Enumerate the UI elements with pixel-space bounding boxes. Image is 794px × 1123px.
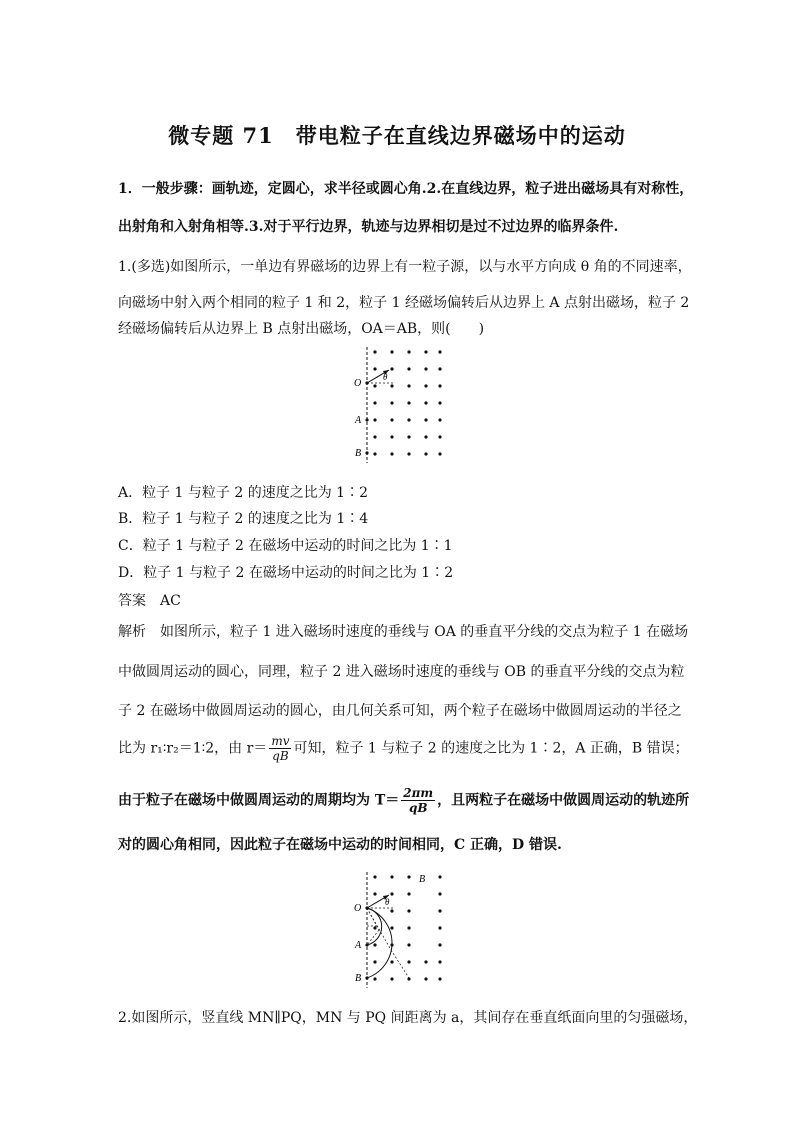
label-b: B [355,448,362,459]
question-1-line-3: 经磁场偏转后从边界上 B 点射出磁场，OA＝AB，则( ) [118,321,485,337]
option-c: C．粒子 1 与粒子 2 在磁场中运动的时间之比为 1∶1 [118,538,453,554]
label-b-top: B [419,874,426,885]
analysis-line-2: 中做圆周运动的圆心，同理，粒子 2 进入磁场时速度的垂线与 OB 的垂直平分线的交点为粒 [118,664,685,680]
analysis-line-5-pre: 由于粒子在磁场中做圆周运动的周期均为 T＝ [118,792,400,809]
analysis-line-3: 子 2 在磁场中做圆周运动的圆心，由几何关系可知，两个粒子在磁场中做圆周运动的半径之 [118,703,682,719]
label-theta: θ [383,372,388,382]
analysis-line-1: 解析 如图所示，粒子 1 进入磁场时速度的垂线与 OA 的垂直平分线的交点为粒子 1 在磁场 [118,624,689,640]
analysis-line-5 [118,786,689,815]
option-a: A．粒子 1 与粒子 2 的速度之比为 1∶2 [118,485,368,501]
answer: 答案 AC [118,593,181,609]
analysis-line-4-pre: 比为 r₁∶r₂＝1∶2，由 r＝ [118,740,268,757]
page-title: 微专题 71 带电粒子在直线边界磁场中的运动 [168,123,626,148]
field-dots [373,875,441,980]
analysis-line-6: 对的圆心角相同，因此粒子在磁场中运动的时间相同，C 正确，D 错误. [118,837,562,853]
analysis-line-4 [118,734,689,763]
fraction-radius [269,734,291,763]
option-d: D．粒子 1 与粒子 2 在磁场中运动的时间之比为 1∶2 [118,565,454,581]
label-a: A [355,415,362,426]
fraction-period-denominator: qB [408,801,428,815]
analysis-line-4-post: 可知，粒子 1 与粒子 2 的速度之比为 1∶2，A 正确，B 错误； [293,740,689,757]
label-b: B [355,973,362,984]
magnetic-field-figure-2 [345,870,445,990]
question-1-line-1: 1.(多选)如图所示，一单边有界磁场的边界上有一粒子源，以与水平方向成 θ 角的不同速率， [118,259,692,275]
fraction-radius-denominator: qB [272,749,289,763]
intro-line-2: 出射角和入射角相等.3.对于平行边界，轨迹与边界相切是过不过边界的临界条件. [118,219,619,235]
analysis-line-5-post: ，且两粒子在磁场中做圆周运动的轨迹所 [437,792,690,809]
label-o: O [354,903,362,914]
label-o: O [354,378,362,389]
option-b: B．粒子 1 与粒子 2 的速度之比为 1∶4 [118,511,369,527]
fraction-period [401,786,435,815]
magnetic-field-figure-1 [345,345,445,465]
intro-line-1: 1．一般步骤：画轨迹，定圆心，求半径或圆心角.2.在直线边界，粒子进出磁场具有对称性， [118,181,694,197]
fraction-period-numerator: 2πm [403,786,434,800]
label-theta: θ [385,897,390,907]
question-1-line-2: 向磁场中射入两个相同的粒子 1 和 2，粒子 1 经磁场偏转后从边界上 A 点射出磁场，粒子 2 [118,295,690,311]
trajectory-1 [367,908,382,945]
fraction-radius-numerator: mv [271,734,290,748]
label-a: A [355,940,362,951]
field-dots [373,350,441,455]
question-2-line-1: 2.如图所示，竖直线 MN∥PQ，MN 与 PQ 间距离为 a，其间存在垂直纸面向里的匀强磁场， [118,1010,698,1026]
